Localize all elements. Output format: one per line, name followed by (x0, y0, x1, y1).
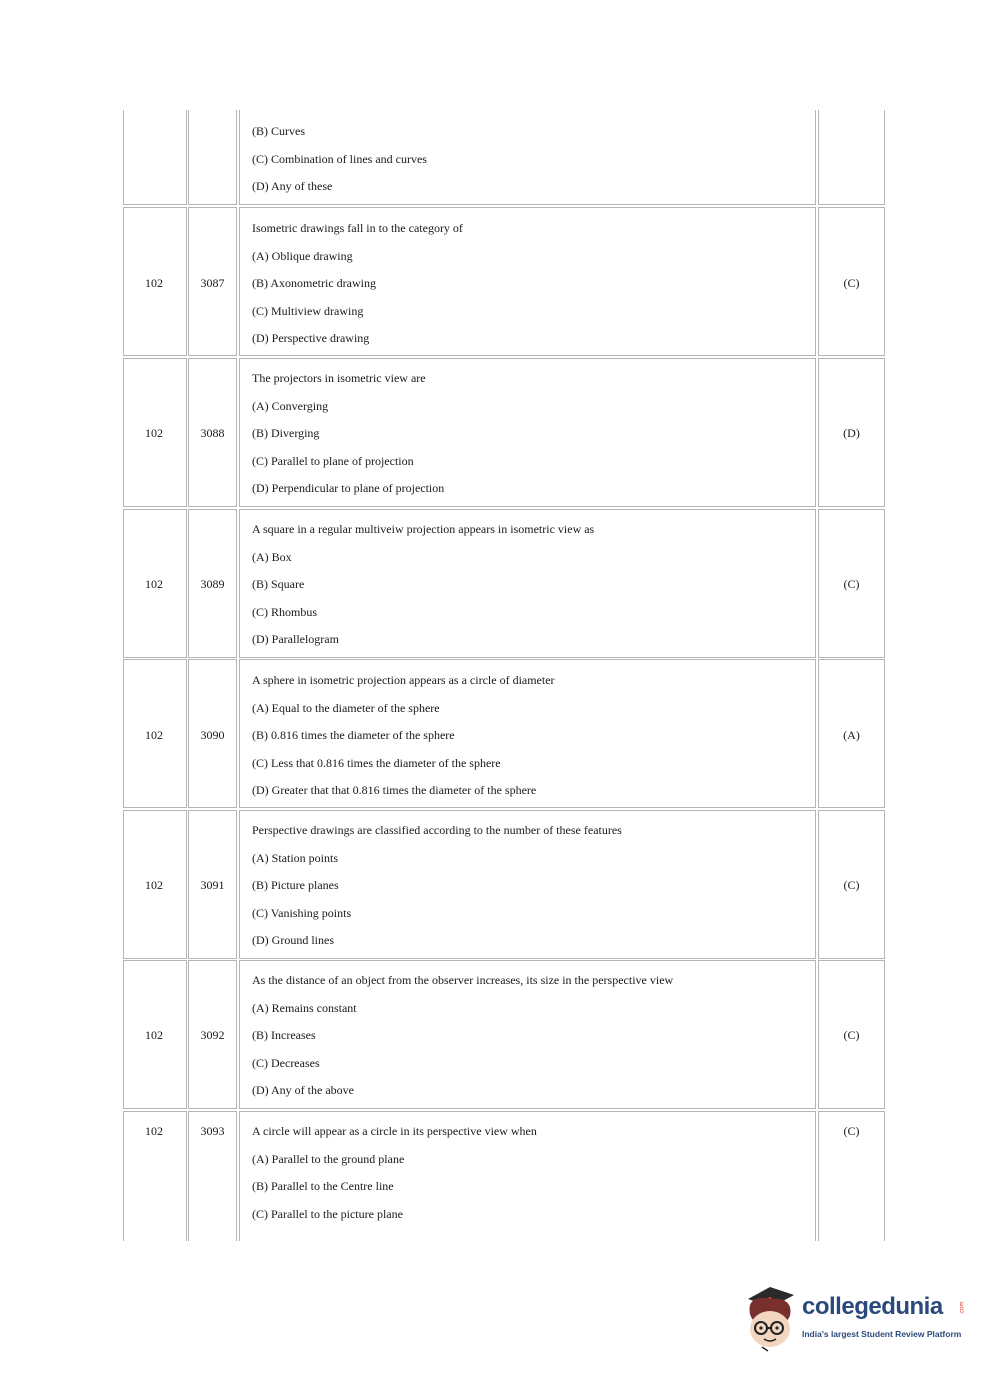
logo-suffix: .com (959, 1301, 966, 1315)
qid-cell (188, 110, 237, 205)
question-cell (239, 960, 816, 1109)
answer-text: (A) (843, 728, 860, 742)
qid-text: 3089 (200, 577, 225, 591)
option-text: (C) Rhombus (252, 604, 318, 619)
qid-cell (188, 659, 237, 808)
option-text: (C) Decreases (252, 1055, 320, 1070)
question-text: The projectors in isometric view are (252, 371, 426, 385)
option-text: (B) Curves (252, 124, 305, 138)
option-text: (A) Remains constant (252, 1000, 357, 1015)
answer-cell (818, 207, 885, 356)
table-row (123, 1111, 885, 1241)
qid-text: 3092 (200, 1028, 225, 1042)
option-text: (A) Oblique drawing (252, 248, 353, 263)
option-text: (B) Square (252, 577, 305, 592)
qid-text: 3087 (200, 276, 225, 290)
qid-cell (188, 207, 237, 356)
qid-cell (188, 1111, 237, 1241)
option-text: (A) Station points (252, 850, 338, 865)
logo-wordmark: collegedunia (802, 1293, 943, 1320)
answer-cell (818, 1111, 885, 1241)
answer-cell (818, 960, 885, 1109)
question-text: A square in a regular multiveiw projection appears in isometric view as (252, 522, 595, 536)
option-text: (C) Parallel to the picture plane (252, 1206, 403, 1221)
question-text: Perspective drawings are classified according to the number of these features (252, 823, 622, 837)
answer-text: (C) (843, 577, 860, 591)
sno-text: 102 (145, 878, 163, 892)
answer-cell (818, 810, 885, 959)
question-cell (239, 810, 816, 959)
sno-cell (123, 1111, 187, 1241)
qid-cell (188, 509, 237, 658)
answer-cell (818, 509, 885, 658)
question-cell (239, 1111, 816, 1241)
option-text: (C) Combination of lines and curves (252, 151, 427, 166)
sno-text: 102 (145, 728, 163, 742)
option-text: (C) Multiview drawing (252, 303, 364, 318)
option-text: (B) Parallel to the Centre line (252, 1179, 394, 1194)
option-text: (D) Parallelogram (252, 632, 339, 647)
question-text: A circle will appear as a circle in its perspective view when (252, 1124, 537, 1138)
table-row (123, 110, 885, 205)
answer-cell (818, 358, 885, 507)
question-cell (239, 509, 816, 658)
option-text: (D) Greater that that 0.816 times the diameter of the sphere (252, 783, 537, 798)
option-text: (A) Parallel to the ground plane (252, 1151, 405, 1166)
answer-cell (818, 659, 885, 808)
collegedunia-logo (740, 1281, 970, 1353)
qid-cell (188, 358, 237, 507)
option-text: (A) Equal to the diameter of the sphere (252, 700, 440, 715)
option-text: (D) Ground lines (252, 933, 334, 948)
sno-cell (123, 810, 187, 959)
sno-cell (123, 207, 187, 356)
option-text: (C) Parallel to plane of projection (252, 453, 414, 468)
sno-cell (123, 358, 187, 507)
table-row (123, 358, 885, 507)
question-cell (239, 110, 816, 205)
question-text: Isometric drawings fall in to the category of (252, 221, 463, 235)
question-cell (239, 207, 816, 356)
table-row (123, 509, 885, 658)
option-text: (B) Axonometric drawing (252, 276, 376, 291)
sno-text: 102 (145, 276, 163, 290)
option-text: (D) Perpendicular to plane of projection (252, 481, 445, 496)
question-cell (239, 659, 816, 808)
question-text: As the distance of an object from the observer increases, its size in the perspective view (252, 973, 674, 987)
option-text: (B) Increases (252, 1028, 316, 1043)
option-text: (B) Diverging (252, 426, 320, 441)
question-cell (239, 358, 816, 507)
answer-text: (C) (843, 1124, 860, 1138)
option-text: (D) Any of these (252, 179, 333, 194)
table-row (123, 960, 885, 1109)
sno-cell (123, 110, 187, 205)
table-row (123, 207, 885, 356)
table-row (123, 810, 885, 959)
option-text: (A) Converging (252, 398, 329, 413)
question-table (123, 110, 885, 1241)
option-text: (C) Less that 0.816 times the diameter of the sphere (252, 755, 501, 770)
answer-text: (C) (843, 878, 860, 892)
table-row (123, 659, 885, 808)
sno-cell (123, 960, 187, 1109)
answer-text: (D) (843, 426, 860, 440)
option-text: (D) Any of the above (252, 1083, 354, 1098)
sno-text: 102 (145, 577, 163, 591)
sno-text: 102 (145, 426, 163, 440)
option-text: (D) Perspective drawing (252, 331, 370, 346)
question-text: A sphere in isometric projection appears as a circle of diameter (252, 673, 555, 687)
qid-cell (188, 810, 237, 959)
answer-text: (C) (843, 1028, 860, 1042)
mascot-icon (740, 1281, 802, 1353)
option-text: (B) Picture planes (252, 878, 339, 893)
qid-cell (188, 960, 237, 1109)
option-text: (B) 0.816 times the diameter of the sphere (252, 728, 455, 743)
answer-cell (818, 110, 885, 205)
sno-cell (123, 659, 187, 808)
sno-cell (123, 509, 187, 658)
option-text: (C) Vanishing points (252, 905, 352, 920)
qid-text: 3090 (200, 728, 225, 742)
qid-text: 3088 (200, 426, 225, 440)
answer-text: (C) (843, 276, 860, 290)
sno-text: 102 (145, 1028, 163, 1042)
logo-tagline: India's largest Student Review Platform (802, 1329, 962, 1339)
sno-text: 102 (145, 1124, 163, 1138)
option-text: (A) Box (252, 549, 292, 564)
qid-text: 3091 (200, 878, 225, 892)
qid-text: 3093 (200, 1124, 225, 1138)
